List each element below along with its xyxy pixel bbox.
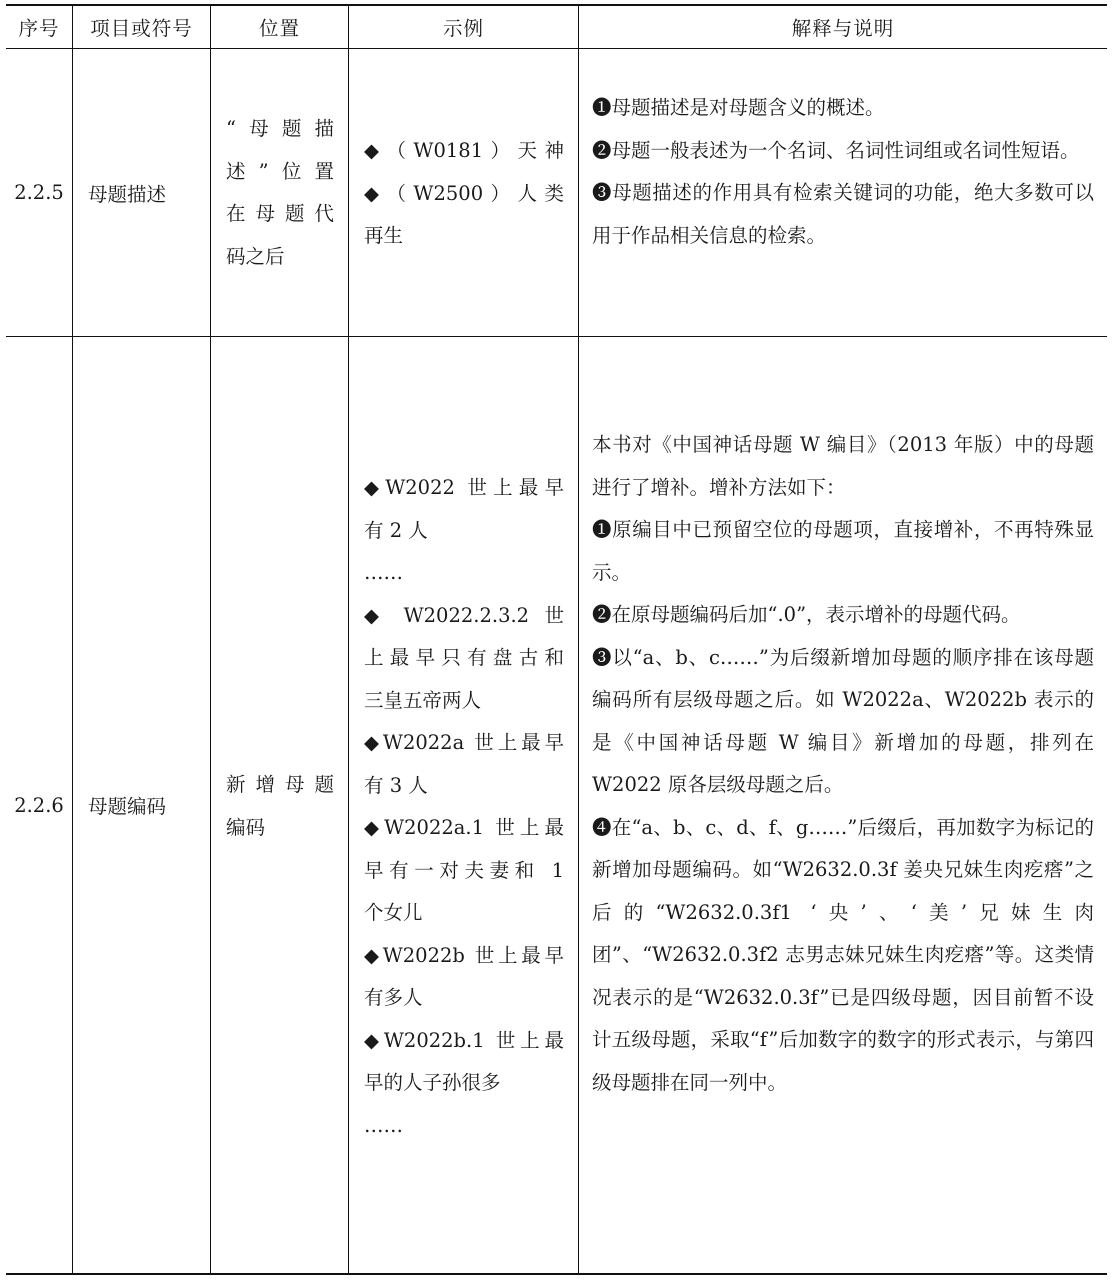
table-row-2-no <box>6 337 72 1273</box>
item-name: 母题编码 <box>88 795 167 818</box>
table-row-1-position <box>226 108 334 278</box>
position-line: 述”位置 <box>226 159 334 183</box>
header-cell-position: 位置 <box>258 17 300 40</box>
column-divider <box>72 4 73 1275</box>
table-row-2-item <box>88 337 208 1273</box>
position-line: 码之后 <box>226 244 285 268</box>
table-row-1-example <box>364 130 564 258</box>
explanation-paragraph: ❶原编目中已预留空位的母题项，直接增补，不再特殊显示。 <box>592 518 1094 584</box>
header-cell-no: 序号 <box>18 17 60 40</box>
example-line: 有 2 人 <box>364 518 428 542</box>
column-divider <box>578 4 579 1275</box>
example-line: 有多人 <box>364 986 423 1009</box>
table-row-2-example <box>364 467 564 1147</box>
example-line: ◆W2022a 世上最早 <box>364 731 564 754</box>
column-divider <box>210 4 211 1275</box>
example-line: ◆ W2022.2.3.2 世 <box>364 603 564 627</box>
example-line: 早有一对夫妻和 1 <box>364 858 564 882</box>
example-line: 上最早只有盘古和 <box>364 646 564 669</box>
row-number: 2.2.6 <box>14 793 64 817</box>
example-line: 再生 <box>364 224 404 247</box>
table-bottom-rule <box>6 1273 1107 1275</box>
example-line: ◆（W0181）天神 <box>364 139 564 162</box>
explanation-paragraph: ❸以“a、b、c……”为后缀新增加母题的顺序排在该母题编码所有层级母题之后。如 W2022a、W2022b 表示的是《中国神话母题 W 编目》新增加的母题，排列在 W2022 原各层级母题之后。 <box>592 645 1094 796</box>
column-divider <box>348 4 349 1275</box>
example-line: 有 3 人 <box>364 773 428 797</box>
position-line: 编码 <box>226 815 266 839</box>
example-line: ◆W2022b.1 世上最 <box>364 1028 564 1052</box>
example-line: 三皇五帝两人 <box>364 688 482 712</box>
explanation-paragraph: ❸母题描述的作用具有检索关键词的功能，绝大多数可以用于作品相关信息的检索。 <box>592 181 1094 247</box>
position-line: 新增母题 <box>226 773 334 796</box>
explanation-paragraph: ❷在原母题编码后加“.0”，表示增补的母题代码。 <box>592 603 1021 626</box>
explanation-paragraph: ❹在“a、b、c、d、f、g……”后缀后，再加数字为标记的新增加母题编码。如“W2632.0.3f 姜央兄妹生肉疙瘩”之后的“W2632.0.3f1 ‘央’、‘美’兄妹生肉团”、“W2632.0.3f2 志男志妹兄妹生肉疙瘩”等。这类情况表示的是“W2632.0.3f”已是四级母题，因目前暂不设计五级母题，采取“f”后加数字的数字的形式表示，与第四级母题排在同一列中。 <box>592 815 1094 1094</box>
position-line: “母题描 <box>226 117 334 140</box>
table-row-1-explanation <box>592 87 1094 257</box>
header-cell-example: 示例 <box>442 17 484 40</box>
example-line: ◆（W2500）人类 <box>364 181 564 205</box>
example-line: 个女儿 <box>364 901 423 924</box>
explanation-paragraph: ❷母题一般表述为一个名词、名词性词组或名词性短语。 <box>592 138 1080 162</box>
table-row-2-explanation <box>592 424 1094 1104</box>
table-row-1-no <box>6 49 72 336</box>
explanation-paragraph: ❶母题描述是对母题含义的概述。 <box>592 96 885 119</box>
example-line: …… <box>364 1113 403 1137</box>
table-row-2-position <box>226 764 334 849</box>
example-line: ◆W2022b 世上最早 <box>364 943 564 967</box>
position-line: 在母题代 <box>226 202 334 225</box>
header-cell-item: 项目或符号 <box>90 17 193 40</box>
example-line: …… <box>364 561 403 584</box>
header-cell-explanation: 解释与说明 <box>791 17 895 40</box>
example-line: ◆W2022 世上最早 <box>364 476 564 499</box>
example-line: 早的人子孙很多 <box>364 1071 501 1094</box>
item-name: 母题描述 <box>88 182 167 206</box>
row-number: 2.2.5 <box>14 181 64 204</box>
example-line: ◆W2022a.1 世上最 <box>364 816 564 839</box>
table-row-1-item <box>88 49 208 336</box>
data-table <box>6 4 1107 1275</box>
explanation-paragraph: 本书对《中国神话母题 W 编目》（2013 年版）中的母题进行了增补。增补方法如下： <box>592 433 1094 499</box>
